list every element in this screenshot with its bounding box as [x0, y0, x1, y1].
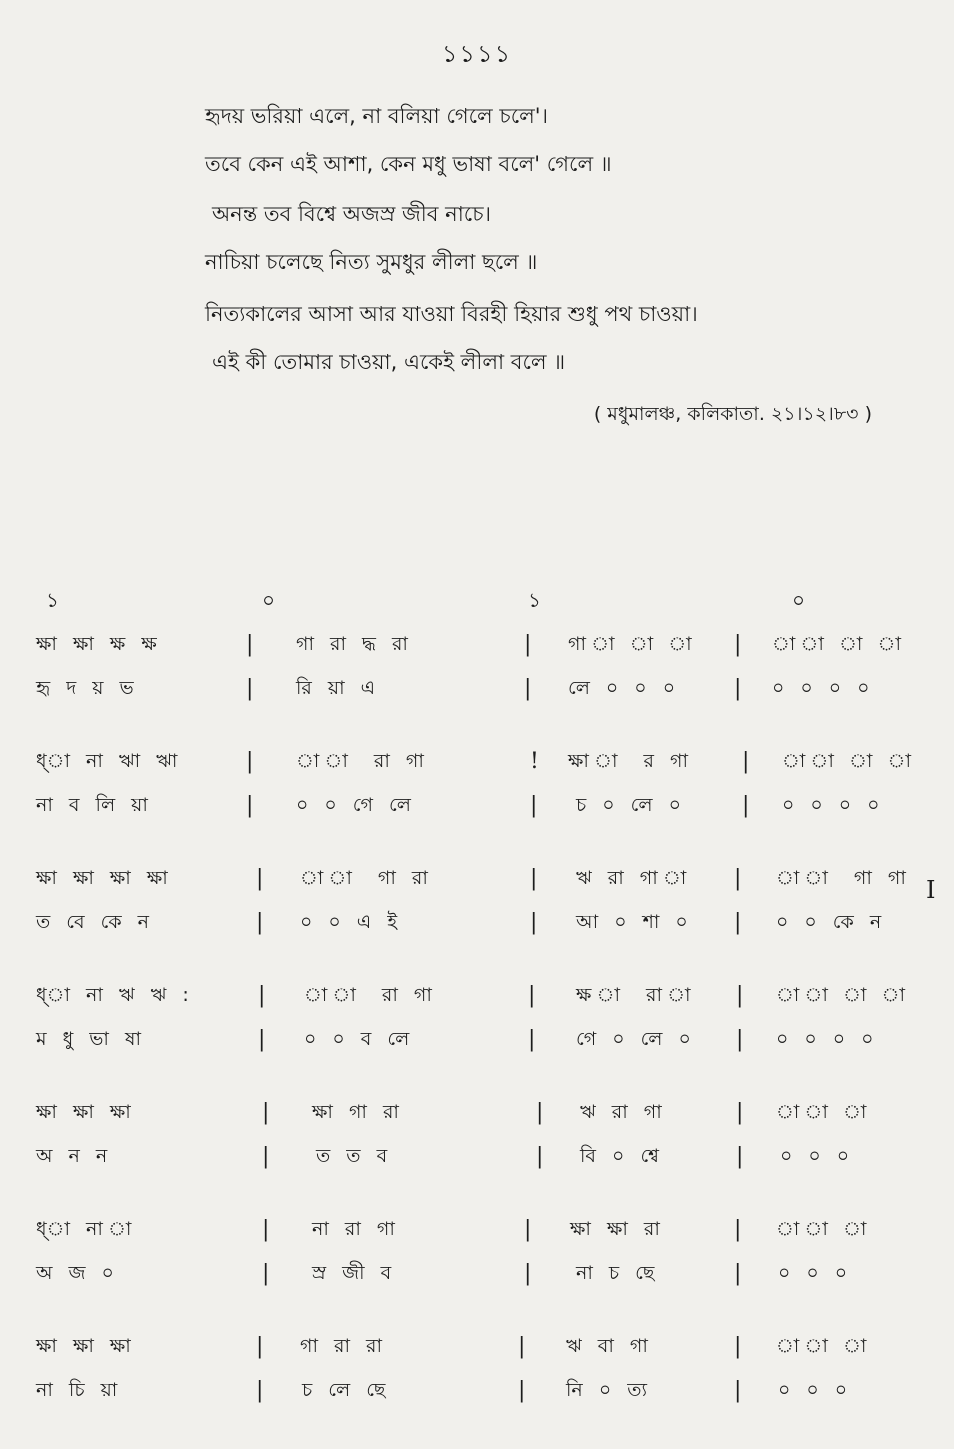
bani-cell: ০ ০ ব লে: [304, 1028, 410, 1050]
bar-line: |: [258, 1027, 266, 1052]
bar-line: |: [734, 676, 742, 701]
bar-line: |: [536, 1100, 544, 1125]
notation-block: [0, 864, 954, 981]
bar-line: |: [262, 1261, 270, 1286]
bani-cell: চ ০ লে ০: [576, 794, 681, 816]
swara-cell: ক্ষা া র গা: [568, 750, 688, 772]
bar-line: |: [256, 1334, 264, 1359]
page-number: ১১১১: [441, 40, 513, 68]
bani-cell: ০ ০ ০ ০: [772, 677, 870, 699]
bar-line: |: [246, 793, 254, 818]
beat-mark: ১: [528, 588, 541, 612]
bar-line: |: [736, 983, 744, 1008]
bani-cell: ০ ০ ০: [778, 1379, 848, 1401]
bani-cell: গে ০ লে ০: [576, 1028, 691, 1050]
side-mark: I: [926, 876, 936, 904]
bar-line: |: [734, 1334, 742, 1359]
citation: ( মধুমালঞ্চ, কলিকাতা. ২১।১২।৮৩ ): [593, 403, 872, 425]
bar-line: |: [734, 1378, 742, 1403]
swara-cell: ধ্া না ঋা ঋা: [36, 750, 178, 772]
bar-line: |: [256, 866, 264, 891]
bar-line: |: [536, 1144, 544, 1169]
bani-cell: ০ ০ ০ ০: [782, 794, 880, 816]
swara-cell: ধ্া না া: [36, 1218, 142, 1240]
bar-line: |: [246, 632, 254, 657]
notation-block: [0, 1215, 954, 1332]
lyric-line: তবে কেন এই আশা, কেন মধু ভাষা বলে' গেলে ॥: [205, 152, 612, 176]
swara-cell: ঋ রা গা া: [576, 867, 697, 889]
bani-cell: ম ধু ভা ষা: [36, 1028, 141, 1050]
bar-line: |: [734, 632, 742, 657]
bani-cell: চ লে ছে: [302, 1379, 386, 1401]
beat-mark: ১: [46, 588, 59, 612]
bar-line: |: [258, 983, 266, 1008]
swara-cell: া া া: [776, 1218, 877, 1240]
swara-cell: া া া া: [782, 750, 921, 772]
bar-line: |: [734, 910, 742, 935]
bar-line: |: [530, 910, 538, 935]
swara-row: [0, 1332, 954, 1376]
bar-line: |: [524, 1217, 532, 1242]
lyric-line: অনন্ত তব বিশ্বে অজস্র জীব নাচে।: [212, 202, 492, 226]
bani-row: [0, 791, 954, 835]
bar-line: |: [736, 1027, 744, 1052]
bani-cell: ০ ০ গে লে: [296, 794, 411, 816]
bani-cell: না চ ছে: [576, 1262, 655, 1284]
notation-block: [0, 747, 954, 864]
bar-line: |: [734, 866, 742, 891]
bani-cell: হৃ দ য় ভ: [36, 677, 134, 699]
swara-cell: ক্ষা ক্ষা ক্ষ ক্ষ: [36, 633, 157, 655]
bani-cell: ০ ০ ০: [778, 1262, 848, 1284]
bani-cell: নি ০ ত্য: [566, 1379, 647, 1401]
bani-cell: স্র জী ব: [312, 1262, 392, 1284]
swara-cell: ক্ষা গা রা: [312, 1101, 399, 1123]
bani-cell: বি ০ শ্বে: [580, 1145, 659, 1167]
swara-row: [0, 864, 954, 908]
swara-row: [0, 630, 954, 674]
bar-line: |: [528, 983, 536, 1008]
swara-cell: া া রা গা: [304, 984, 432, 1006]
swara-cell: ঋ বা গা: [566, 1335, 648, 1357]
bar-line: |: [256, 910, 264, 935]
swara-cell: া া া া: [772, 633, 911, 655]
swara-cell: গা রা দ্ধ রা: [296, 633, 408, 655]
notation-table: [0, 630, 954, 1449]
lyric-line: নাচিয়া চলেছে নিত্য সুমধুর লীলা ছলে ॥: [205, 250, 538, 274]
bar-line: |: [246, 676, 254, 701]
swara-cell: া া া: [776, 1101, 877, 1123]
bani-cell: ০ ০ কে ন: [776, 911, 882, 933]
notation-block: [0, 981, 954, 1098]
swara-cell: ক্ষ া রা া: [576, 984, 701, 1006]
bar-line: |: [262, 1144, 270, 1169]
bar-line: |: [524, 632, 532, 657]
bani-cell: আ ০ শা ০: [576, 911, 688, 933]
bar-line: |: [518, 1378, 526, 1403]
bani-cell: অ ন ন: [36, 1145, 108, 1167]
swara-row: [0, 1215, 954, 1259]
bar-line: !: [530, 749, 539, 774]
bar-line: |: [736, 1100, 744, 1125]
bani-row: [0, 1025, 954, 1069]
swara-cell: া া গা গা: [776, 867, 906, 889]
swara-cell: া া রা গা: [296, 750, 424, 772]
bani-cell: ০ ০ এ ই: [300, 911, 398, 933]
lyric-line: হৃদয় ভরিয়া এলে, না বলিয়া গেলে চলে'।: [205, 104, 549, 128]
bar-line: |: [528, 1027, 536, 1052]
bar-line: |: [742, 749, 750, 774]
bani-cell: লে ০ ০ ০: [568, 677, 676, 699]
bani-cell: রি য়া এ: [296, 677, 376, 699]
bar-line: |: [246, 749, 254, 774]
swara-cell: ক্ষা ক্ষা রা: [570, 1218, 660, 1240]
notation-block: [0, 1332, 954, 1449]
swara-row: [0, 1098, 954, 1142]
bani-row: [0, 1142, 954, 1186]
bani-row: [0, 1376, 954, 1420]
bar-line: |: [742, 793, 750, 818]
bar-line: |: [734, 1217, 742, 1242]
bani-cell: ০ ০ ০ ০: [776, 1028, 874, 1050]
swara-cell: গা া া া: [568, 633, 702, 655]
bar-line: |: [262, 1217, 270, 1242]
notation-block: [0, 630, 954, 747]
swara-cell: ক্ষা ক্ষা ক্ষা: [36, 1101, 131, 1123]
bar-line: |: [262, 1100, 270, 1125]
swara-cell: ঋ রা গা: [580, 1101, 662, 1123]
swara-cell: া া া: [776, 1335, 877, 1357]
swara-cell: া া গা রা: [300, 867, 428, 889]
beat-mark: ০: [262, 588, 276, 612]
swara-cell: ধ্া না ঋ ঋ :: [36, 984, 189, 1006]
lyric-line: নিত্যকালের আসা আর যাওয়া বিরহী হিয়ার শুধু পথ চাওয়া।: [205, 302, 698, 326]
swara-row: [0, 747, 954, 791]
bar-line: |: [518, 1334, 526, 1359]
swara-cell: গা রা রা: [300, 1335, 382, 1357]
bani-cell: ০ ০ ০: [780, 1145, 850, 1167]
bar-line: |: [256, 1378, 264, 1403]
bar-line: |: [524, 1261, 532, 1286]
bani-cell: না চি য়া: [36, 1379, 118, 1401]
notation-block: [0, 1098, 954, 1215]
bani-cell: ত বে কে ন: [36, 911, 150, 933]
bani-cell: না ব লি য়া: [36, 794, 148, 816]
bar-line: |: [530, 793, 538, 818]
bar-line: |: [736, 1144, 744, 1169]
lyric-line: এই কী তোমার চাওয়া, একেই লীলা বলে ॥: [212, 350, 566, 374]
bar-line: |: [524, 676, 532, 701]
swara-row: [0, 981, 954, 1025]
swara-cell: ক্ষা ক্ষা ক্ষা: [36, 1335, 131, 1357]
swara-cell: ক্ষা ক্ষা ক্ষা ক্ষা: [36, 867, 168, 889]
bani-cell: ত ত ব: [316, 1145, 388, 1167]
beat-mark: ০: [792, 588, 806, 612]
bani-row: [0, 1259, 954, 1303]
swara-cell: া া া া: [776, 984, 915, 1006]
bar-line: |: [734, 1261, 742, 1286]
swara-cell: না রা গা: [312, 1218, 395, 1240]
bani-row: [0, 908, 954, 952]
bani-cell: অ জ ০: [36, 1262, 114, 1284]
bar-line: |: [530, 866, 538, 891]
bani-row: [0, 674, 954, 718]
